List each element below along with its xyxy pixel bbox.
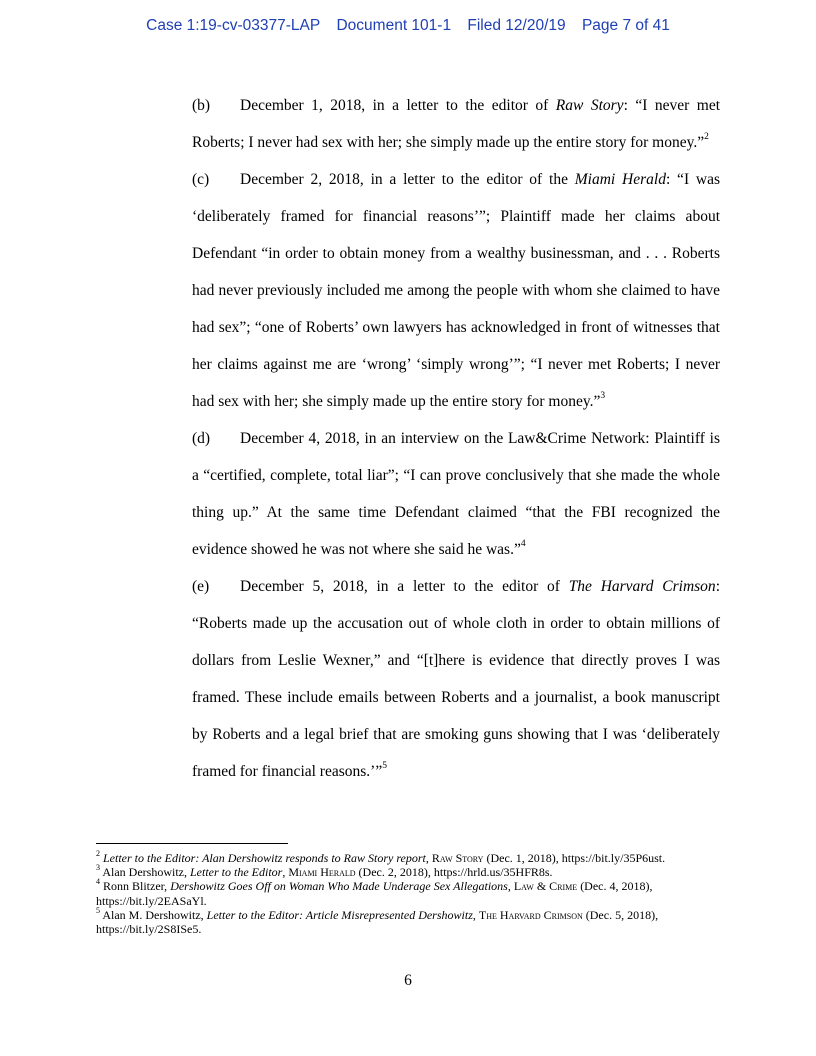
footnote-title: Letter to the Editor: Article Misrepresented Dershowitz (206, 907, 473, 922)
paragraph-text: December 5, 2018, in a letter to the editor of (240, 578, 569, 595)
case-number: Case 1:19-cv-03377-LAP (146, 17, 321, 34)
footnote-author: Alan M. Dershowitz, (102, 907, 207, 922)
paragraph-e (192, 568, 720, 790)
footnote-author: Ronn Blitzer, (103, 879, 171, 894)
filed-date: Filed 12/20/19 (467, 17, 566, 34)
footnote-5: $^5$ Alan M. Dershowitz, Letter to the Editor: Article Misrepresented Dershowitz, The Harvard Crimson (Dec. 5, 2018), https://bit.ly/2S8ISe5. (96, 905, 659, 937)
footnote-source: The Harvard Crimson (478, 907, 583, 922)
footnote-number: 4 (96, 877, 100, 887)
footnote-4: $^4$ Ronn Blitzer, Dershowitz Goes Off on Woman Who Made Underage Sex Allegations, Law & Crime (Dec. 4, 2018), https://bit.ly/2EASaYl. (96, 877, 653, 908)
footnote-title: Letter to the Editor: Alan Dershowitz responds to Raw Story report (103, 851, 426, 865)
footnote-ref[interactable]: 2 (704, 131, 709, 142)
paragraph-label: (c) (192, 171, 210, 188)
footnote-rest[interactable]: (Dec. 5, 2018), https://bit.ly/2S8ISe5. (96, 907, 659, 937)
footnote-rest[interactable]: (Dec. 4, 2018), https://bit.ly/2EASaYl. (96, 879, 653, 908)
publication-name: Raw Story (555, 97, 624, 114)
paragraph-text: : “I never met Roberts; I never had sex with her; she simply made up the entire story for money.” (192, 97, 721, 151)
footnote-ref[interactable]: 4 (520, 538, 526, 549)
footnote-title: Dershowitz Goes Off on Woman Who Made Underage Sex Allegations (170, 879, 508, 894)
paragraph-label: (b) (192, 97, 211, 114)
paragraph-text: December 2, 2018, in a letter to the editor of the (240, 171, 575, 188)
document-number: Document 101-1 (336, 17, 452, 34)
paragraph-text: December 4, 2018, in an interview on the Law&Crime Network: Plaintiff is a “certified, complete, total liar”; “I can prove conclusively that she made the whole thing up.” At the same time Defendant claimed “that the FBI recognized the evidence showed he was not where she said he was.” (192, 430, 720, 558)
footnote-number: 2 (96, 849, 100, 858)
footnote-rest[interactable]: (Dec. 2, 2018), https://hrld.us/35HFR8s. (355, 865, 553, 880)
paragraph-text: : “I was ‘deliberately framed for financial reasons’”; Plaintiff made her claims about Defendant “in order to obtain money from a wealthy businessman, and . . . Roberts had never previously included me among the people with whom she claimed to have had sex”; “one of Roberts’ own lawyers has acknowledged in front of witnesses that her claims against me are ‘wrong’ ‘simply wrong’”; “I never met Roberts; I never had sex with her; she simply made up the entire story for money.” (192, 171, 721, 410)
footnote-separator (96, 843, 288, 844)
footnote-title: Letter to the Editor (190, 865, 283, 880)
page-number: 6 (404, 972, 412, 989)
paragraph-label: (d) (192, 430, 211, 447)
paragraph-text: December 1, 2018, in a letter to the editor of (240, 97, 556, 114)
footnote-rest[interactable]: (Dec. 1, 2018), https://bit.ly/35P6ust. (483, 851, 666, 865)
publication-name: Miami Herald (574, 171, 666, 188)
paragraph-d (192, 420, 720, 568)
footnote-author: Alan Dershowitz, (102, 865, 190, 880)
paragraph-b (192, 87, 720, 161)
paragraph-text: : “Roberts made up the accusation out of whole cloth in order to obtain millions of dollars from Leslie Wexner,” and “[t]here is evidence that directly proves I was framed. These include emails between Roberts and a journalist, a book manuscript by Roberts and a legal brief that are smoking guns showing that I was ‘deliberately framed for financial reasons.’” (192, 578, 720, 780)
footnote-3: $^3$ Alan Dershowitz, Letter to the Editor, Miami Herald (Dec. 2, 2018), https://hrld.us/35HFR8s. (96, 863, 553, 880)
footnotes (96, 851, 720, 936)
footnote-source: Law & Crime (513, 879, 578, 894)
paragraph-label: (e) (192, 578, 210, 595)
footnote-source: Miami Herald (288, 865, 356, 880)
footnote-source: Raw Story (431, 851, 484, 865)
footnote-ref[interactable]: 3 (600, 390, 606, 401)
footnote-2: $^2$ Letter to the Editor: Alan Dershowitz responds to Raw Story report, Raw Story (Dec. 1, 2018), https://bit.ly/35P6ust. (96, 849, 666, 865)
footnote-number: 5 (96, 905, 100, 915)
paragraph-c (192, 161, 720, 420)
document-body (192, 87, 720, 790)
ecf-header (0, 17, 816, 35)
page-indicator: Page 7 of 41 (581, 17, 670, 34)
publication-name: The Harvard Crimson (568, 578, 716, 595)
footnote-number: 3 (96, 863, 100, 873)
footnote-ref[interactable]: 5 (382, 760, 387, 771)
